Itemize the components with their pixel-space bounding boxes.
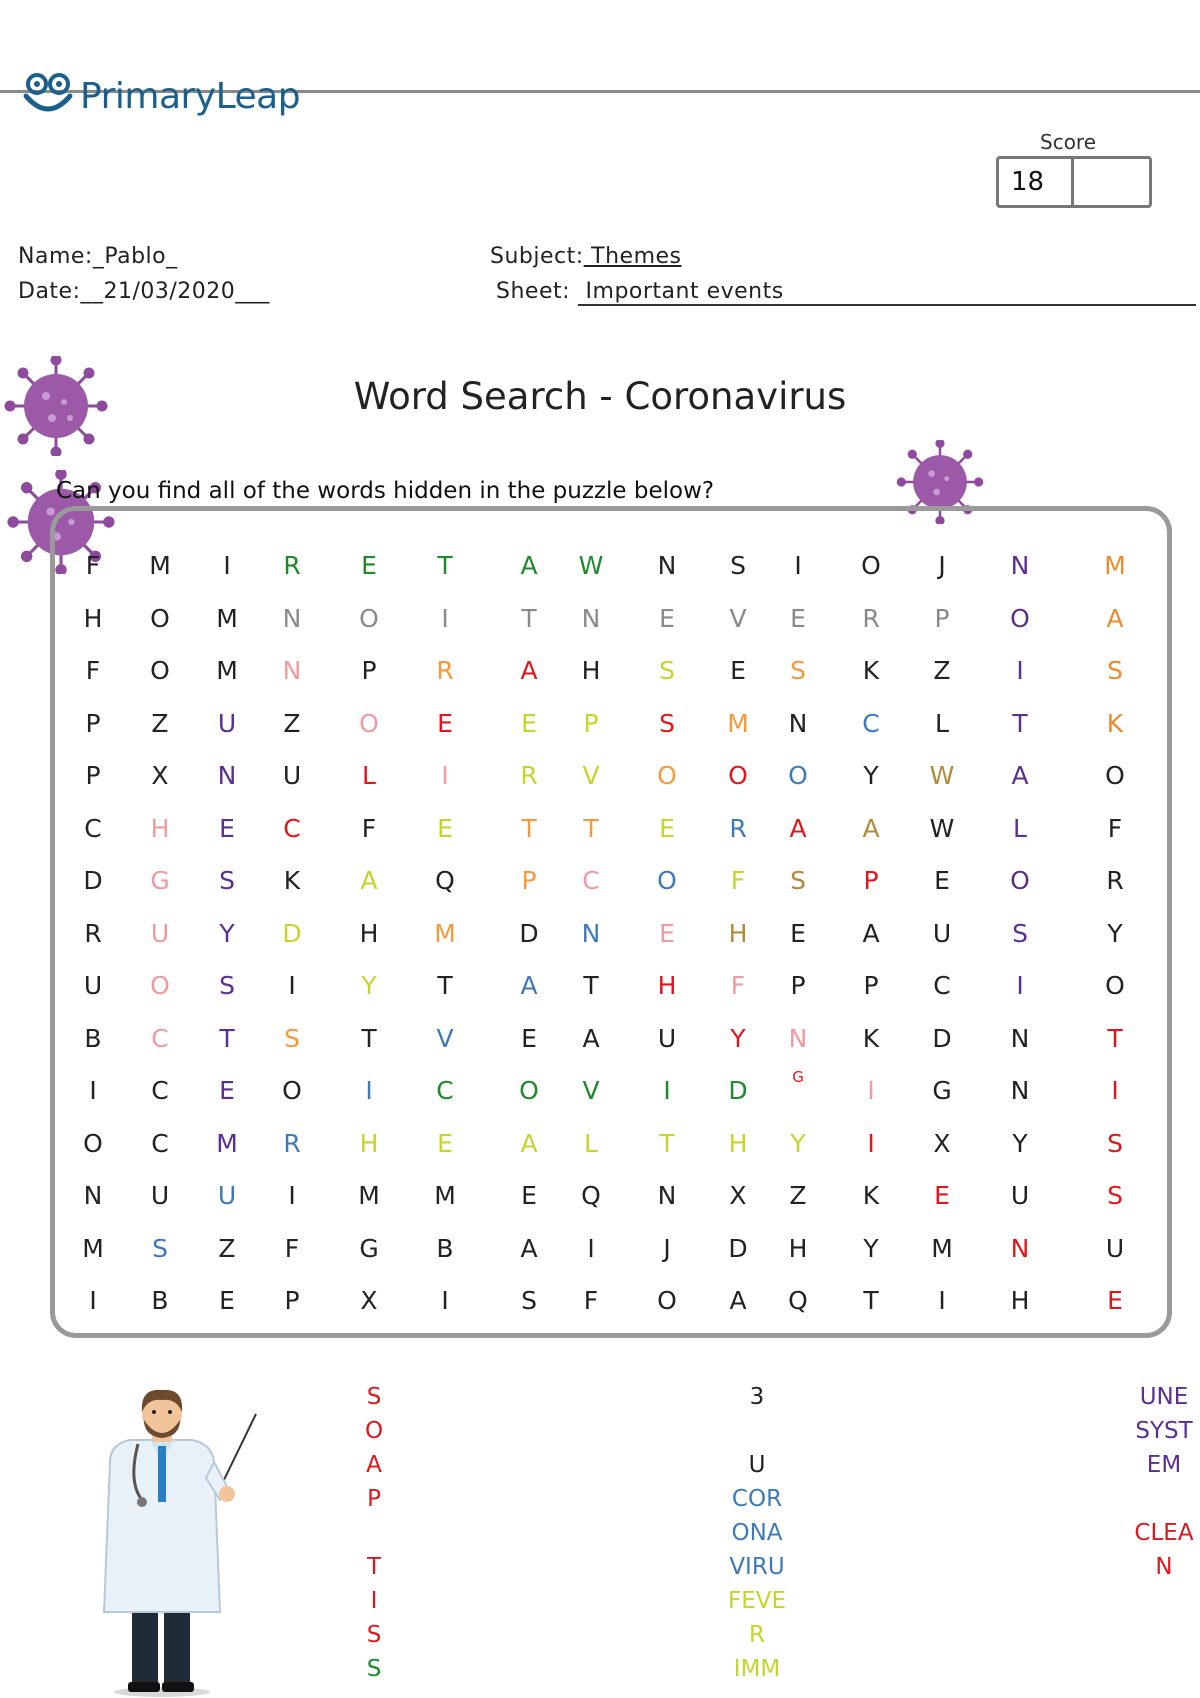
grid-letter: G bbox=[792, 1068, 804, 1086]
grid-letter: T bbox=[583, 971, 599, 1000]
word-list-entry: IMM bbox=[733, 1656, 781, 1682]
grid-letter: S bbox=[790, 866, 806, 895]
grid-letter: O bbox=[657, 1286, 677, 1315]
word-list-entry: UNE bbox=[1139, 1384, 1189, 1410]
grid-letter: U bbox=[83, 971, 103, 1000]
grid-letter: T bbox=[583, 813, 599, 843]
grid-letter: U bbox=[150, 918, 170, 948]
grid-letter: H bbox=[83, 603, 103, 633]
grid-letter: S bbox=[659, 656, 675, 685]
grid-letter: C bbox=[436, 1076, 454, 1105]
grid-letter: A bbox=[520, 1233, 538, 1263]
grid-letter: Z bbox=[218, 1233, 236, 1263]
word-list-entry: VIRU bbox=[729, 1554, 785, 1580]
grid-letter: L bbox=[935, 708, 949, 738]
grid-letter: B bbox=[84, 1023, 102, 1053]
grid-letter: S bbox=[659, 708, 675, 738]
grid-letter: H bbox=[1010, 1286, 1030, 1315]
grid-letter: V bbox=[582, 1076, 600, 1105]
grid-letter: X bbox=[933, 1128, 951, 1158]
grid-letter: C bbox=[84, 813, 102, 843]
grid-letter: O bbox=[150, 656, 170, 685]
grid-letter: V bbox=[729, 603, 747, 633]
worksheet-title: Word Search - Coronavirus bbox=[353, 375, 847, 418]
grid-letter: D bbox=[282, 918, 302, 948]
grid-letter: M bbox=[82, 1233, 104, 1263]
grid-letter: O bbox=[1010, 866, 1030, 895]
grid-letter: O bbox=[1105, 971, 1125, 1000]
grid-letter: G bbox=[932, 1076, 952, 1105]
word-list-entry: S bbox=[366, 1622, 382, 1648]
grid-letter: C bbox=[933, 971, 951, 1000]
grid-letter: S bbox=[152, 1233, 168, 1263]
grid-letter: K bbox=[862, 1181, 880, 1210]
grid-letter: R bbox=[520, 761, 538, 790]
grid-letter: Z bbox=[789, 1181, 807, 1210]
word-list-entry: A bbox=[366, 1452, 382, 1478]
grid-letter: D bbox=[83, 866, 103, 895]
grid-letter: G bbox=[359, 1233, 379, 1263]
word-list-entry: COR bbox=[731, 1486, 783, 1512]
grid-letter: N bbox=[788, 1023, 808, 1053]
grid-letter: T bbox=[659, 1128, 675, 1158]
grid-letter: U bbox=[217, 708, 237, 738]
grid-letter: I bbox=[1016, 971, 1024, 1000]
grid-letter: A bbox=[520, 551, 538, 580]
grid-letter: I bbox=[365, 1076, 373, 1105]
date-field: Date:__21/03/2020___ bbox=[18, 279, 270, 304]
grid-letter: Y bbox=[1012, 1128, 1028, 1158]
subject-value: Themes bbox=[583, 244, 682, 269]
grid-letter: N bbox=[581, 603, 601, 633]
subject-field bbox=[490, 244, 682, 269]
grid-letter: T bbox=[361, 1023, 377, 1053]
grid-letter: P bbox=[863, 866, 879, 895]
grid-letter: M bbox=[216, 656, 238, 685]
word-list-entry: N bbox=[1155, 1554, 1173, 1580]
grid-letter: I bbox=[794, 551, 802, 580]
grid-letter: R bbox=[1106, 866, 1124, 895]
grid-letter: Z bbox=[151, 708, 169, 738]
grid-letter: I bbox=[867, 1076, 875, 1105]
grid-letter: P bbox=[85, 761, 101, 790]
score-label: Score bbox=[1040, 130, 1097, 154]
grid-letter: G bbox=[150, 866, 170, 895]
grid-letter: X bbox=[729, 1181, 747, 1210]
grid-letter: N bbox=[282, 603, 302, 633]
grid-letter: J bbox=[938, 551, 946, 580]
grid-letter: T bbox=[863, 1286, 879, 1315]
grid-letter: N bbox=[1010, 1233, 1030, 1263]
grid-letter: A bbox=[1011, 761, 1029, 790]
grid-letter: R bbox=[283, 551, 301, 580]
grid-letter: Y bbox=[1107, 918, 1123, 948]
grid-letter: E bbox=[219, 813, 235, 843]
grid-letter: N bbox=[581, 918, 601, 948]
grid-letter: U bbox=[1010, 1181, 1030, 1210]
grid-letter: C bbox=[151, 1023, 169, 1053]
grid-letter: E bbox=[790, 918, 806, 948]
grid-letter: S bbox=[284, 1023, 300, 1053]
grid-letter: E bbox=[934, 1181, 950, 1210]
grid-letter: I bbox=[223, 551, 231, 580]
grid-letter: N bbox=[788, 708, 808, 738]
primaryleap-logo bbox=[22, 68, 300, 124]
grid-letter: I bbox=[441, 1286, 449, 1315]
grid-letter: F bbox=[583, 1286, 599, 1315]
grid-letter: A bbox=[862, 918, 880, 948]
grid-letter: E bbox=[219, 1076, 235, 1105]
grid-letter: S bbox=[730, 551, 746, 580]
grid-letter: E bbox=[437, 813, 453, 843]
grid-letter: E bbox=[521, 1181, 537, 1210]
grid-letter: E bbox=[1107, 1286, 1123, 1315]
grid-letter: R bbox=[84, 918, 102, 948]
grid-letter: E bbox=[934, 866, 950, 895]
doctor-illustration bbox=[80, 1382, 260, 1698]
grid-letter: C bbox=[151, 1076, 169, 1105]
grid-letter: A bbox=[360, 866, 378, 895]
grid-letter: I bbox=[89, 1076, 97, 1105]
grid-letter: R bbox=[729, 813, 747, 843]
grid-letter: I bbox=[288, 971, 296, 1000]
grid-letter: H bbox=[728, 918, 748, 948]
grid-letter: P bbox=[790, 971, 806, 1000]
grid-letter: O bbox=[359, 708, 379, 738]
grid-letter: F bbox=[85, 656, 101, 685]
grid-letter: S bbox=[1012, 918, 1028, 948]
grid-letter: O bbox=[359, 603, 379, 633]
grid-letter: M bbox=[434, 918, 456, 948]
grid-letter: R bbox=[862, 603, 880, 633]
grid-letter: M bbox=[434, 1181, 456, 1210]
grid-letter: N bbox=[282, 656, 302, 685]
grid-letter: I bbox=[587, 1233, 595, 1263]
grid-letter: N bbox=[217, 761, 237, 790]
grid-letter: U bbox=[282, 761, 302, 790]
word-list-entry: FEVE bbox=[727, 1588, 787, 1614]
grid-letter: W bbox=[578, 551, 604, 580]
grid-letter: I bbox=[938, 1286, 946, 1315]
grid-letter: M bbox=[216, 603, 238, 633]
grid-letter: S bbox=[1107, 1128, 1123, 1158]
grid-letter: S bbox=[1107, 1181, 1123, 1210]
word-list-entry: EM bbox=[1146, 1452, 1182, 1478]
score-value: 18 bbox=[1011, 167, 1045, 197]
grid-letter: V bbox=[436, 1023, 454, 1053]
grid-letter: J bbox=[663, 1233, 671, 1263]
grid-letter: Y bbox=[790, 1128, 806, 1158]
grid-letter: E bbox=[437, 708, 453, 738]
grid-letter: Y bbox=[219, 918, 235, 948]
word-list-entry: S bbox=[366, 1384, 382, 1410]
grid-letter: O bbox=[1105, 761, 1125, 790]
grid-letter: L bbox=[1013, 813, 1027, 843]
grid-letter: P bbox=[521, 866, 537, 895]
grid-letter: N bbox=[1010, 1076, 1030, 1105]
grid-letter: Y bbox=[730, 1023, 746, 1053]
grid-letter: S bbox=[219, 971, 235, 1000]
grid-letter: S bbox=[219, 866, 235, 895]
grid-letter: H bbox=[150, 813, 170, 843]
grid-letter: H bbox=[581, 656, 601, 685]
grid-letter: P bbox=[583, 708, 599, 738]
grid-letter: N bbox=[657, 1181, 677, 1210]
grid-letter: E bbox=[659, 813, 675, 843]
grid-letter: I bbox=[867, 1128, 875, 1158]
word-list-entry: O bbox=[364, 1418, 384, 1444]
grid-letter: H bbox=[359, 918, 379, 948]
sheet-field bbox=[496, 279, 1196, 306]
grid-letter: E bbox=[521, 708, 537, 738]
grid-letter: F bbox=[361, 813, 377, 843]
sheet-label: Sheet: bbox=[496, 279, 571, 304]
grid-letter: I bbox=[1111, 1076, 1119, 1105]
grid-letter: S bbox=[790, 656, 806, 685]
frog-icon bbox=[22, 72, 74, 120]
grid-letter: O bbox=[150, 971, 170, 1000]
grid-letter: U bbox=[217, 1181, 237, 1210]
grid-letter: O bbox=[282, 1076, 302, 1105]
grid-letter: T bbox=[1012, 708, 1028, 738]
grid-letter: H bbox=[657, 971, 677, 1000]
grid-letter: C bbox=[283, 813, 301, 843]
grid-letter: D bbox=[728, 1233, 748, 1263]
grid-letter: A bbox=[862, 813, 880, 843]
grid-letter: W bbox=[929, 813, 955, 843]
word-list-entry: S bbox=[366, 1656, 382, 1682]
grid-letter: E bbox=[659, 918, 675, 948]
word-list-entry: ONA bbox=[731, 1520, 783, 1546]
grid-letter: U bbox=[1105, 1233, 1125, 1263]
grid-letter: O bbox=[1010, 603, 1030, 633]
grid-letter: R bbox=[283, 1128, 301, 1158]
grid-letter: F bbox=[1107, 813, 1123, 843]
grid-letter: E bbox=[361, 551, 377, 580]
grid-letter: V bbox=[582, 761, 600, 790]
grid-letter: P bbox=[863, 971, 879, 1000]
grid-letter: E bbox=[437, 1128, 453, 1158]
grid-letter: M bbox=[216, 1128, 238, 1158]
grid-letter: Z bbox=[933, 656, 951, 685]
score-box bbox=[996, 156, 1152, 208]
grid-letter: S bbox=[521, 1286, 537, 1315]
grid-letter: T bbox=[219, 1023, 235, 1053]
grid-letter: Y bbox=[863, 1233, 879, 1263]
grid-letter: I bbox=[663, 1076, 671, 1105]
word-list-entry: I bbox=[370, 1588, 378, 1614]
grid-letter: A bbox=[789, 813, 807, 843]
grid-letter: E bbox=[659, 603, 675, 633]
grid-letter: Z bbox=[283, 708, 301, 738]
grid-letter: C bbox=[151, 1128, 169, 1158]
name-field: Name:_Pablo_ bbox=[18, 244, 178, 269]
word-list-entry: SYST bbox=[1135, 1418, 1193, 1444]
grid-letter: C bbox=[582, 866, 600, 895]
grid-letter: U bbox=[150, 1181, 170, 1210]
grid-letter: F bbox=[284, 1233, 300, 1263]
grid-letter: F bbox=[85, 551, 101, 580]
grid-letter: O bbox=[150, 603, 170, 633]
grid-letter: Q bbox=[788, 1286, 808, 1315]
grid-letter: K bbox=[862, 656, 880, 685]
grid-letter: E bbox=[790, 603, 806, 633]
grid-letter: M bbox=[931, 1233, 953, 1263]
word-list-entry: CLEA bbox=[1134, 1520, 1194, 1546]
grid-letter: N bbox=[1010, 1023, 1030, 1053]
grid-letter: M bbox=[149, 551, 171, 580]
word-list-entry: U bbox=[748, 1452, 766, 1478]
grid-letter: Q bbox=[581, 1181, 601, 1210]
grid-letter: X bbox=[360, 1286, 378, 1315]
grid-letter: B bbox=[436, 1233, 454, 1263]
grid-letter: T bbox=[437, 971, 453, 1000]
grid-letter: M bbox=[1104, 551, 1126, 580]
grid-letter: X bbox=[151, 761, 169, 790]
grid-letter: F bbox=[730, 866, 746, 895]
grid-letter: I bbox=[1016, 656, 1024, 685]
grid-letter: E bbox=[219, 1286, 235, 1315]
word-list-entry: P bbox=[367, 1486, 381, 1512]
grid-letter: A bbox=[582, 1023, 600, 1053]
grid-letter: A bbox=[520, 971, 538, 1000]
grid-letter: M bbox=[358, 1181, 380, 1210]
grid-letter: C bbox=[862, 708, 880, 738]
grid-letter: H bbox=[728, 1128, 748, 1158]
grid-letter: W bbox=[929, 761, 955, 790]
word-search-grid bbox=[50, 506, 1172, 1338]
grid-letter: A bbox=[520, 1128, 538, 1158]
grid-letter: I bbox=[288, 1181, 296, 1210]
grid-letter: O bbox=[83, 1128, 103, 1158]
grid-letter: Y bbox=[361, 971, 377, 1000]
grid-letter: T bbox=[521, 813, 537, 843]
grid-letter: P bbox=[361, 656, 377, 685]
grid-letter: E bbox=[521, 1023, 537, 1053]
grid-letter: D bbox=[519, 918, 539, 948]
grid-letter: I bbox=[441, 761, 449, 790]
grid-letter: L bbox=[362, 761, 376, 790]
grid-letter: U bbox=[932, 918, 952, 948]
grid-letter: O bbox=[657, 761, 677, 790]
logo-text: PrimaryLeap bbox=[80, 75, 301, 117]
grid-letter: O bbox=[861, 551, 881, 580]
grid-letter: P bbox=[284, 1286, 300, 1315]
grid-letter: K bbox=[862, 1023, 880, 1053]
grid-letter: K bbox=[283, 866, 301, 895]
grid-letter: N bbox=[1010, 551, 1030, 580]
grid-letter: T bbox=[437, 551, 453, 580]
grid-letter: U bbox=[657, 1023, 677, 1053]
grid-letter: T bbox=[1107, 1023, 1123, 1053]
grid-letter: O bbox=[657, 866, 677, 895]
grid-letter: S bbox=[1107, 656, 1123, 685]
grid-letter: Q bbox=[435, 866, 455, 895]
grid-letter: D bbox=[932, 1023, 952, 1053]
word-list-entry: T bbox=[366, 1554, 382, 1580]
grid-letter: I bbox=[89, 1286, 97, 1315]
grid-letter: B bbox=[151, 1286, 169, 1315]
grid-letter: M bbox=[727, 708, 749, 738]
grid-letter: R bbox=[436, 656, 454, 685]
grid-letter: H bbox=[359, 1128, 379, 1158]
grid-letter: F bbox=[730, 971, 746, 1000]
word-list-entry: 3 bbox=[749, 1384, 765, 1410]
grid-letter: Y bbox=[863, 761, 879, 790]
grid-letter: H bbox=[788, 1233, 808, 1263]
grid-letter: T bbox=[521, 603, 537, 633]
grid-letter: O bbox=[728, 761, 748, 790]
grid-letter: P bbox=[934, 603, 950, 633]
subject-label: Subject: bbox=[490, 244, 584, 269]
word-list-entry: R bbox=[749, 1622, 765, 1648]
grid-letter: E bbox=[730, 656, 746, 685]
grid-letter: O bbox=[788, 761, 808, 790]
grid-letter: A bbox=[520, 656, 538, 685]
grid-letter: A bbox=[729, 1286, 747, 1315]
grid-letter: P bbox=[85, 708, 101, 738]
grid-letter: K bbox=[1106, 708, 1124, 738]
grid-letter: N bbox=[657, 551, 677, 580]
grid-letter: D bbox=[728, 1076, 748, 1105]
sheet-value: Important events bbox=[578, 279, 1196, 306]
instructions: Can you find all of the words hidden in the puzzle below? bbox=[56, 478, 715, 504]
score-divider bbox=[1071, 159, 1074, 205]
grid-letter: I bbox=[441, 603, 449, 633]
grid-letter: A bbox=[1106, 603, 1124, 633]
grid-letter: N bbox=[83, 1181, 103, 1210]
grid-letter: L bbox=[584, 1128, 598, 1158]
grid-letter: O bbox=[519, 1076, 539, 1105]
